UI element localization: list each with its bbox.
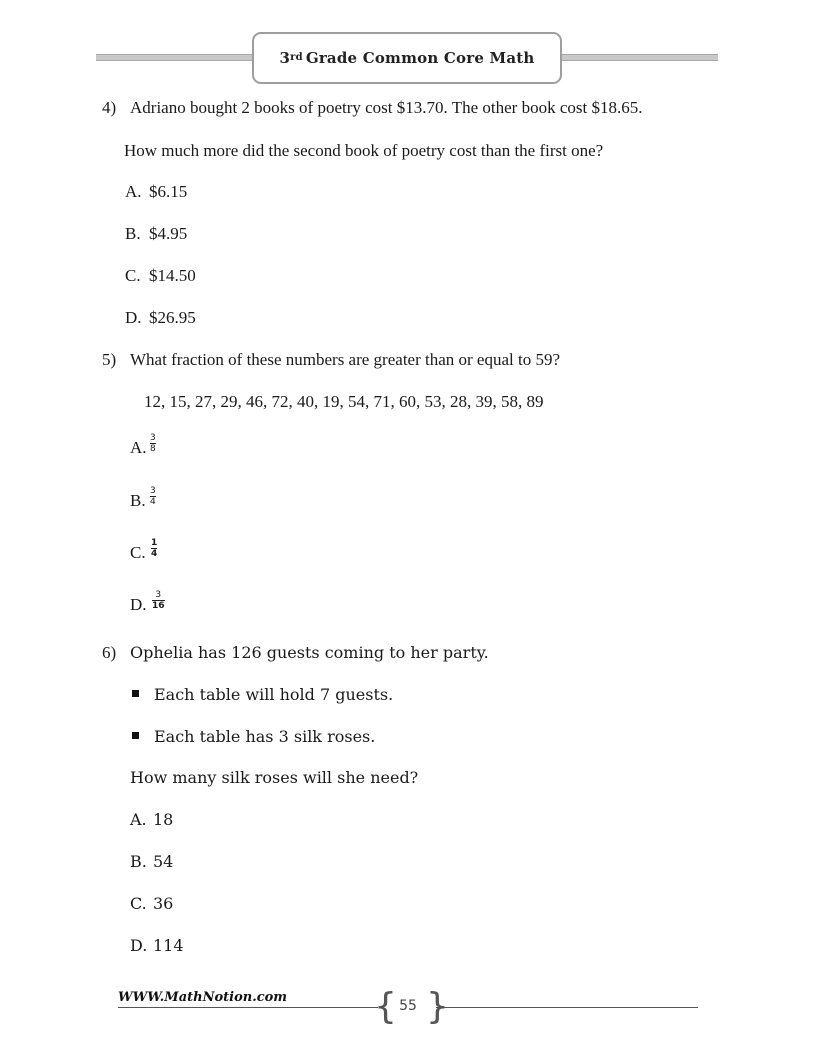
left-brace-icon: { bbox=[374, 986, 397, 1027]
q4-option-d: $26.95 bbox=[149, 308, 196, 327]
q4-option-b-letter: B. bbox=[125, 224, 141, 243]
q5-option-d-denominator: 16 bbox=[152, 601, 165, 611]
q6-option-b: 54 bbox=[153, 852, 174, 871]
q6-bullet-1: Each table will hold 7 guests. bbox=[154, 685, 394, 704]
q6-option-c: 36 bbox=[153, 894, 174, 913]
q6-option-b-letter: B. bbox=[130, 852, 147, 871]
bullet-icon bbox=[132, 732, 139, 739]
q5-option-a-fraction bbox=[150, 433, 156, 454]
q4-number: 4) bbox=[102, 98, 117, 117]
q6-option-a: 18 bbox=[153, 810, 174, 829]
q6-line2: How many silk roses will she need? bbox=[130, 768, 419, 787]
q5-option-d-fraction bbox=[152, 590, 165, 611]
q4-option-c: $14.50 bbox=[149, 266, 196, 285]
bullet-icon bbox=[132, 690, 139, 697]
q6-bullet-2: Each table has 3 silk roses. bbox=[154, 727, 376, 746]
q5-option-b-numerator: 3 bbox=[150, 486, 156, 496]
page-number: 55 bbox=[399, 998, 417, 1014]
q4-option-a-letter: A. bbox=[125, 182, 142, 201]
q5-line1: What fraction of these numbers are greater than or equal to 59? bbox=[130, 350, 561, 369]
q5-option-d-numerator: 3 bbox=[155, 590, 162, 600]
right-brace-icon: } bbox=[426, 986, 449, 1027]
q5-option-c-numerator: 1 bbox=[151, 538, 158, 548]
q5-option-b-letter: B. bbox=[130, 491, 146, 510]
q5-option-b-denominator: 4 bbox=[150, 497, 156, 507]
q4-option-a: $6.15 bbox=[149, 182, 188, 201]
q5-option-c-denominator: 4 bbox=[151, 549, 158, 559]
q6-line1: Ophelia has 126 guests coming to her party. bbox=[130, 643, 489, 662]
q6-option-d-letter: D. bbox=[130, 936, 148, 955]
q6-option-a-letter: A. bbox=[130, 810, 147, 829]
q4-option-c-letter: C. bbox=[125, 266, 141, 285]
q6-option-d: 114 bbox=[153, 936, 184, 955]
q6-number: 6) bbox=[102, 643, 117, 662]
q5-option-c-letter: C. bbox=[130, 543, 146, 562]
q5-number-list: 12, 15, 27, 29, 46, 72, 40, 19, 54, 71, 60, 53, 28, 39, 58, 89 bbox=[144, 392, 544, 411]
header-title-sup: rd bbox=[290, 51, 303, 63]
q4-line1: Adriano bought 2 books of poetry cost $13.70. The other book cost $18.65. bbox=[130, 98, 643, 117]
q5-option-a-denominator: 8 bbox=[150, 444, 156, 454]
q5-option-c-fraction bbox=[151, 538, 157, 559]
q5-option-d-letter: D. bbox=[130, 595, 147, 614]
q5-option-a-letter: A. bbox=[130, 438, 147, 457]
page-header bbox=[252, 32, 562, 84]
header-title: Grade Common Core Math bbox=[305, 49, 535, 67]
q6-option-c-letter: C. bbox=[130, 894, 147, 913]
q4-option-d-letter: D. bbox=[125, 308, 142, 327]
q5-option-a-numerator: 3 bbox=[150, 433, 156, 443]
q4-line2: How much more did the second book of poetry cost than the first one? bbox=[124, 141, 604, 160]
footer-website: WWW.MathNotion.com bbox=[118, 990, 288, 1005]
q4-option-b: $4.95 bbox=[149, 224, 188, 243]
q5-option-b-fraction bbox=[150, 486, 156, 507]
header-title-num: 3 bbox=[279, 49, 291, 67]
q5-number: 5) bbox=[102, 350, 117, 369]
